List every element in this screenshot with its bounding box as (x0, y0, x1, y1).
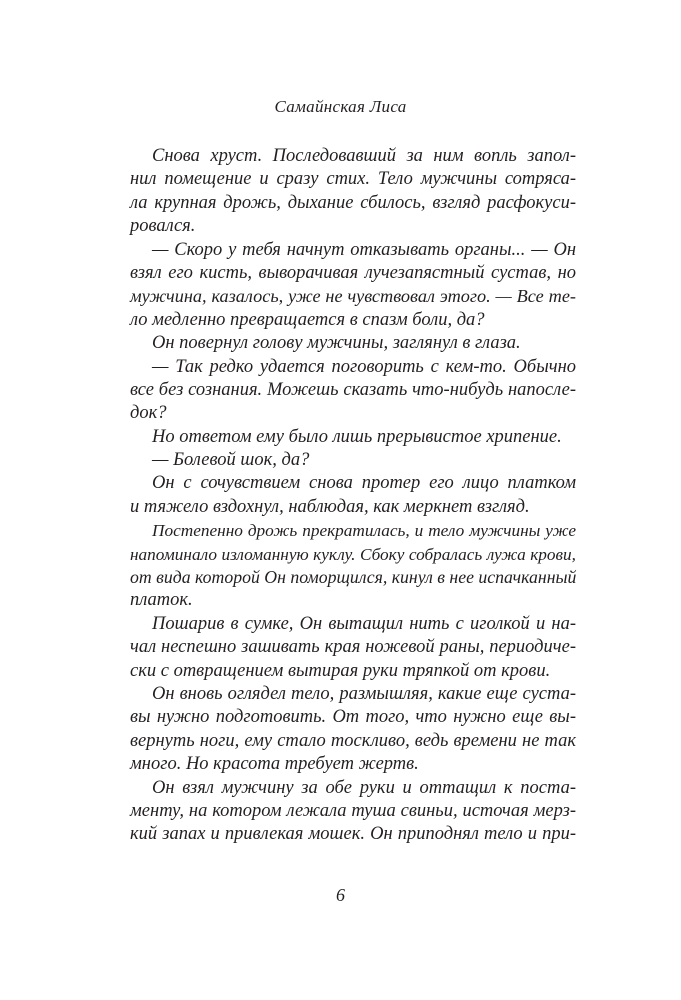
text-line: нил помещение и сразу стих. Тело мужчины сотряса- (130, 169, 576, 190)
text-line: Он вновь оглядел тело, размышляя, какие еще суста- (152, 683, 576, 704)
text-line: ло медленно превращается в спазм боли, да? (130, 309, 485, 330)
text-line: — Болевой шок, да? (152, 450, 310, 471)
text-line: док? (130, 403, 167, 424)
text-line: Снова хруст. Последовавший за ним вопль запол- (152, 146, 576, 166)
text-line: и тяжело вздохнул, наблюдая, как меркнет взгляд. (130, 496, 530, 517)
text-line: ровался. (130, 216, 196, 237)
running-title: Самайнская Лиса (274, 97, 407, 116)
text-line: платок. (130, 590, 193, 611)
text-line: Постепенно дрожь прекратилась, и тело мужчины уже (152, 521, 576, 541)
text-line: Он с сочувствием снова протер его лицо платком (152, 473, 576, 494)
text-line: кий запах и привлекая мошек. Он приподнял тело и при- (130, 824, 576, 845)
text-line: — Так редко удается поговорить с кем-то. Обычно (152, 356, 576, 377)
text-line: чал неспешно зашивать края ножевой раны, периодиче- (130, 637, 576, 658)
page-number: 6 (336, 885, 345, 905)
text-line: Но ответом ему было лишь прерывистое хрипение. (152, 426, 562, 447)
text-line: взял его кисть, выворачивая лучезапястный сустав, но (130, 262, 576, 283)
text-line: менту, на котором лежала туша свиньи, источая мерз- (130, 800, 576, 821)
text-line: много. Но красота требует жертв. (130, 754, 419, 775)
text-line: все без сознания. Можешь сказать что-нибудь напосле- (130, 379, 576, 400)
page-body-text (130, 145, 576, 847)
text-line: мужчина, казалось, уже не чувствовал этого. — Все те- (130, 286, 576, 307)
text-line: напоминало изломанную куклу. Сбоку собралась лужа крови, (130, 544, 576, 564)
text-line: вернуть ноги, ему стало тоскливо, ведь времени не так (130, 730, 576, 751)
text-line: Он повернул голову мужчины, заглянул в глаза. (152, 333, 521, 354)
text-line: Он взял мужчину за обе руки и оттащил к поста- (152, 777, 576, 798)
text-line: Пошарив в сумке, Он вытащил нить с иголкой и на- (152, 613, 576, 634)
text-line: вы нужно подготовить. От того, что нужно еще вы- (130, 707, 576, 728)
text-line: ла крупная дрожь, дыхание сбилось, взгляд расфокуси- (130, 192, 576, 213)
text-line: от вида которой Он поморщился, кинул в нее испачканный (130, 567, 577, 588)
text-line: ски с отвращением вытирая руки тряпкой от крови. (130, 660, 551, 681)
text-line: — Скоро у тебя начнут отказывать органы... — Он (152, 239, 576, 260)
